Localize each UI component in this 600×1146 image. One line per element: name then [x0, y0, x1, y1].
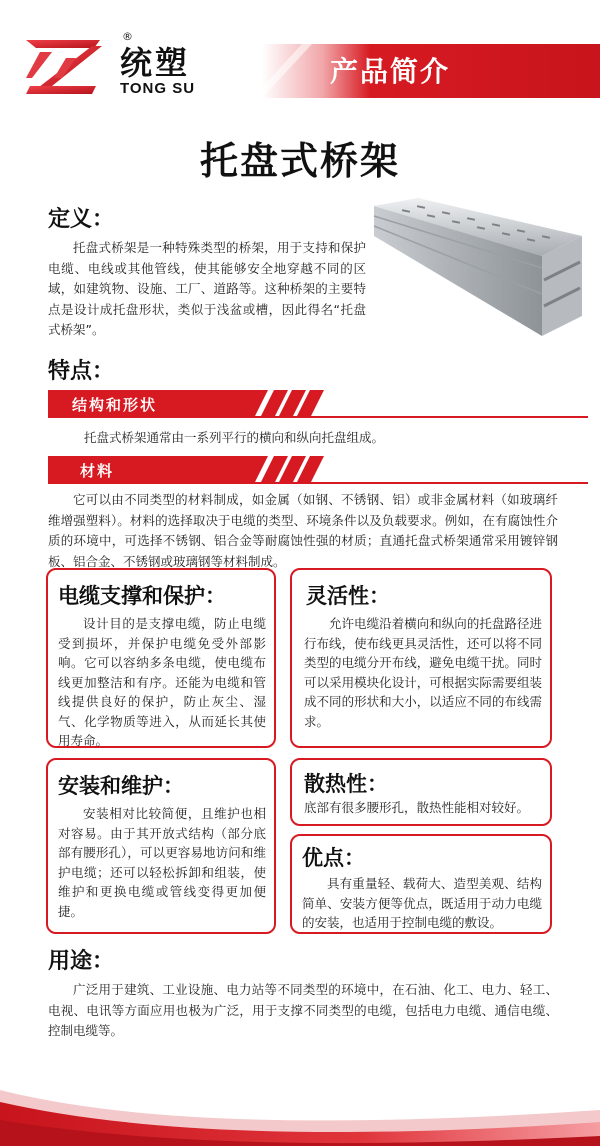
registered-mark: ® — [122, 30, 133, 43]
card-cable-support-title: 电缆支撑和保护： — [58, 584, 226, 608]
usage-heading: 用途： — [48, 949, 115, 974]
features-heading: 特点： — [48, 359, 115, 384]
card-cable-support-text: 设计目的是支撑电缆，防止电缆受到损坏，并保护电缆免受外部影响。它可以容纳多条电缆，使电缆布线更加整洁和有序。还能为电缆和管线提供良好的保护，防止灰尘、湿气、化学物质等进入，从而延长其使用寿命。 — [58, 616, 266, 748]
card-installation-text: 安装相对比较简便，且维护也相对容易。由于其开放式结构（部分底部有腰形孔），可以更容易地访问和维护电缆；还可以轻松拆卸和组装，使维护和更换电缆或管线变得更加便捷。 — [58, 806, 266, 919]
card-advantages-text: 具有重量轻、载荷大、造型美观、结构简单、安装方便等优点，既适用于动力电缆的安装，也适用于控制电缆的敷设。 — [302, 876, 542, 930]
card-installation — [46, 758, 276, 934]
card-heat-dissipation — [290, 758, 552, 826]
banner-title: 产品简介 — [330, 55, 451, 88]
card-heat-dissipation-title: 散热性： — [304, 772, 388, 796]
usage-text: 广泛用于建筑、工业设施、电力站等不同类型的环境中，在石油、化工、电力、轻工、电视、电讯等方面应用也极为广泛，用于支撑不同类型的电缆，包括电力电缆、通信电缆、控制电缆等。 — [48, 982, 558, 1038]
material-label: 材料 — [80, 462, 115, 480]
card-advantages-title: 优点： — [302, 846, 365, 870]
structure-label: 结构和形状 — [72, 396, 158, 414]
material-text: 它可以由不同类型的材料制成，如金属（如钢、不锈钢、铝）或非金属材料（如玻璃纤维增强塑料）。材料的选择取决于电缆的类型、环境条件以及负载要求。例如，在有腐蚀性介质的环境中，可选择不锈钢、铝合金等耐腐蚀性强的材质；直通托盘式桥架通常采用镀锌钢板、铝合金、不锈钢或玻璃钢等材料制成。 — [48, 492, 558, 569]
definition-text: 托盘式桥架是一种特殊类型的桥架，用于支持和保护电缆、电线或其他管线，使其能够安全地穿越不同的区域，如建筑物、设施、工厂、道路等。这种桥架的主要特点是设计成托盘形状，类似于浅盆或槽，因此得名“托盘式桥架”。 — [48, 240, 366, 337]
structure-text: 托盘式桥架通常由一系列平行的横向和纵向托盘组成。 — [84, 430, 385, 445]
footer-swoosh-decoration — [0, 1050, 600, 1146]
definition-heading: 定义： — [48, 207, 115, 232]
brand-logo-icon — [22, 36, 104, 98]
card-flexibility-title: 灵活性： — [306, 584, 390, 608]
card-flexibility-text: 允许电缆沿着横向和纵向的托盘路径进行布线，使布线更具灵活性，还可以将不同类型的电缆分开布线，避免电缆干扰。同时可以采用模块化设计，可根据实际需要组装成不同的形状和大小，以适应不同的布线需求。 — [304, 616, 542, 729]
page-title: 托盘式桥架 — [199, 139, 400, 183]
card-advantages — [290, 834, 552, 934]
card-cable-support — [46, 568, 276, 748]
card-flexibility — [290, 568, 552, 748]
card-installation-title: 安装和维护： — [58, 774, 184, 798]
brand-name-cn: 统塑 — [120, 44, 191, 82]
material-bar — [48, 456, 588, 484]
cable-tray-image — [372, 196, 584, 342]
brand-name-en: TONG SU — [120, 80, 196, 97]
card-heat-dissipation-text: 底部有很多腰形孔，散热性能相对较好。 — [304, 800, 530, 815]
